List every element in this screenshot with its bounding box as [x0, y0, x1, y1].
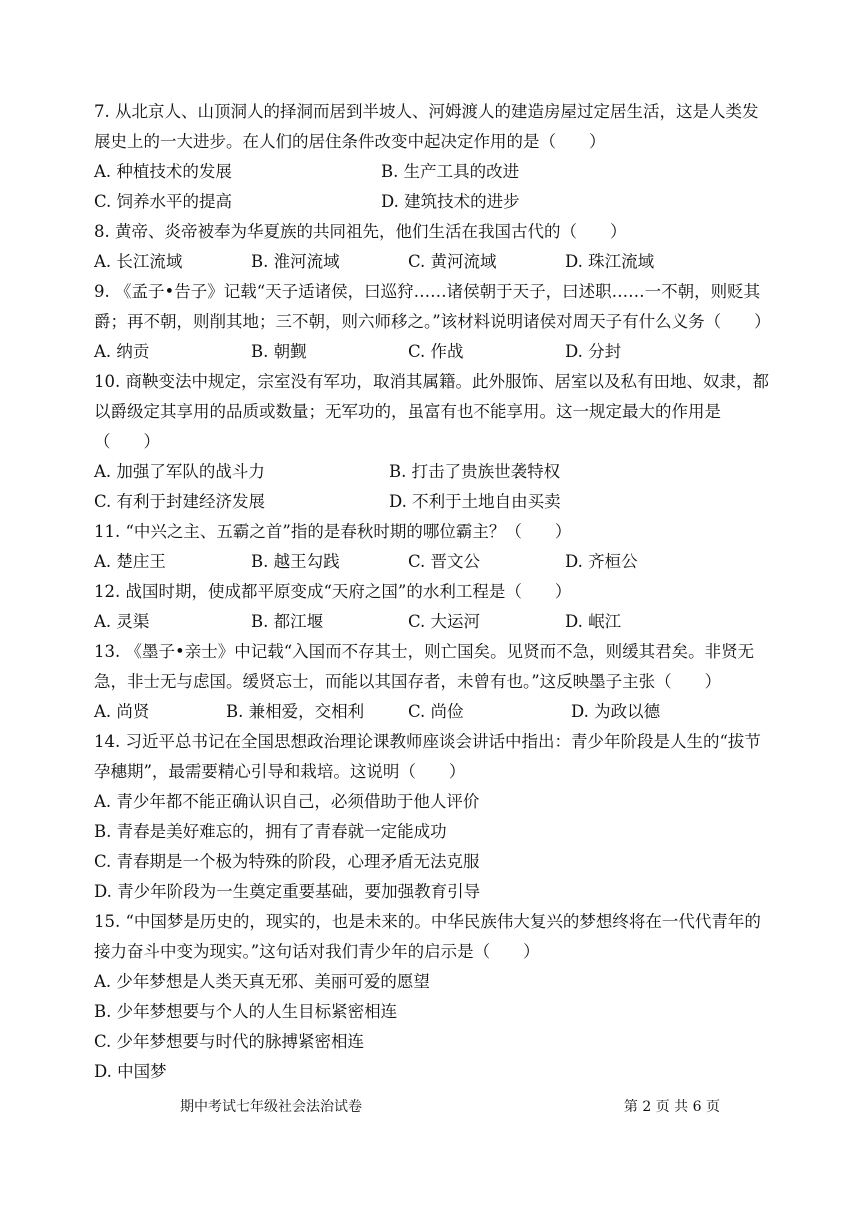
question-13-options	[94, 697, 774, 727]
question-10-options-row2	[94, 487, 774, 517]
option-c: C. 晋文公	[408, 552, 481, 571]
option-c: C. 尚俭	[408, 702, 464, 721]
exam-page	[94, 97, 774, 1087]
question-7-stem: 7. 从北京人、山顶洞人的择洞而居到半坡人、河姆渡人的建造房屋过定居生活，这是人类发展史上的一大进步。在人们的居住条件改变中起决定作用的是（ ）	[94, 102, 759, 151]
option-b: B. 少年梦想要与个人的人生目标紧密相连	[94, 1002, 398, 1021]
question-7-options	[94, 157, 774, 187]
option-b: B. 打击了贵族世袭特权	[389, 462, 561, 481]
option-d: D. 中国梦	[94, 1062, 167, 1081]
page-footer	[180, 1096, 720, 1116]
option-b: B. 淮河流域	[251, 252, 340, 271]
question-7-options-row2	[94, 187, 774, 217]
option-c: C. 作战	[408, 342, 464, 361]
option-a: A. 少年梦想是人类天真无邪、美丽可爱的愿望	[94, 972, 430, 991]
option-a: A. 青少年都不能正确认识自己，必须借助于他人评价	[94, 792, 480, 811]
option-c: C. 大运河	[408, 612, 481, 631]
option-d: D. 建筑技术的进步	[381, 192, 520, 211]
option-d: D. 不利于土地自由买卖	[389, 492, 561, 511]
question-12-options	[94, 607, 774, 637]
option-c: C. 青春期是一个极为特殊的阶段，心理矛盾无法克服	[94, 852, 480, 871]
option-b: B. 都江堰	[251, 612, 324, 631]
option-c: C. 饲养水平的提高	[94, 192, 233, 211]
option-c: C. 有利于封建经济发展	[94, 492, 266, 511]
question-14-stem: 14. 习近平总书记在全国思想政治理论课教师座谈会讲话中指出：青少年阶段是人生的“拔节孕穗期”，最需要精心引导和栽培。这说明（ ）	[94, 732, 761, 781]
option-a: A. 纳贡	[94, 342, 150, 361]
option-a: A. 楚庄王	[94, 552, 166, 571]
question-10-stem: 10. 商鞅变法中规定，宗室没有军功，取消其属籍。此外服饰、居室以及私有田地、奴隶，都以爵级定其享用的品质或数量；无军功的，虽富有也不能享用。这一规定最大的作用是（ ）	[94, 372, 769, 451]
question-11-options	[94, 547, 774, 577]
option-a: A. 加强了军队的战斗力	[94, 462, 265, 481]
option-d: D. 分封	[565, 342, 622, 361]
question-8-stem: 8. 黄帝、炎帝被奉为华夏族的共同祖先，他们生活在我国古代的（ ）	[94, 222, 627, 241]
option-d: D. 齐桓公	[565, 552, 638, 571]
question-9-options	[94, 337, 774, 367]
option-d: D. 岷江	[565, 612, 622, 631]
option-c: C. 黄河流域	[408, 252, 497, 271]
option-d: D. 珠江流域	[565, 252, 655, 271]
option-a: A. 尚贤	[94, 702, 150, 721]
question-8-options	[94, 247, 774, 277]
option-b: B. 生产工具的改进	[381, 162, 520, 181]
option-d: D. 为政以德	[571, 702, 661, 721]
question-9-stem: 9. 《孟子•告子》记载“天子适诸侯，曰巡狩……诸侯朝于天子，曰述职……一不朝，则贬其爵；再不朝，则削其地；三不朝，则六师移之。”该材料说明诸侯对周天子有什么义务（ ）	[94, 282, 771, 331]
question-15-stem: 15. “中国梦是历史的，现实的，也是未来的。中华民族伟大复兴的梦想终将在一代代青年的接力奋斗中变为现实。”这句话对我们青少年的启示是（ ）	[94, 912, 761, 961]
option-a: A. 种植技术的发展	[94, 162, 232, 181]
exam-title: 期中考试七年级社会法治试卷	[180, 1099, 362, 1115]
option-d: D. 青少年阶段为一生奠定重要基础，要加强教育引导	[94, 882, 481, 901]
option-a: A. 灵渠	[94, 612, 150, 631]
option-a: A. 长江流域	[94, 252, 183, 271]
option-b: B. 越王勾践	[251, 552, 340, 571]
page-number: 第 2 页 共 6 页	[623, 1099, 720, 1115]
question-13-stem: 13. 《墨子•亲士》中记载“入国而不存其士，则亡国矣。见贤而不急，则缓其君矣。非贤无急，非士无与虑国。缓贤忘士，而能以其国存者，未曾有也。”这反映墨子主张（ ）	[94, 642, 755, 691]
option-b: B. 青春是美好难忘的，拥有了青春就一定能成功	[94, 822, 447, 841]
option-b: B. 朝觐	[251, 342, 307, 361]
question-12-stem: 12. 战国时期，使成都平原变成“天府之国”的水利工程是（ ）	[94, 582, 572, 601]
option-b: B. 兼相爱，交相利	[226, 702, 365, 721]
option-c: C. 少年梦想要与时代的脉搏紧密相连	[94, 1032, 365, 1051]
question-10-options	[94, 457, 774, 487]
question-11-stem: 11. “中兴之主、五霸之首”指的是春秋时期的哪位霸主？（ ）	[94, 522, 572, 541]
